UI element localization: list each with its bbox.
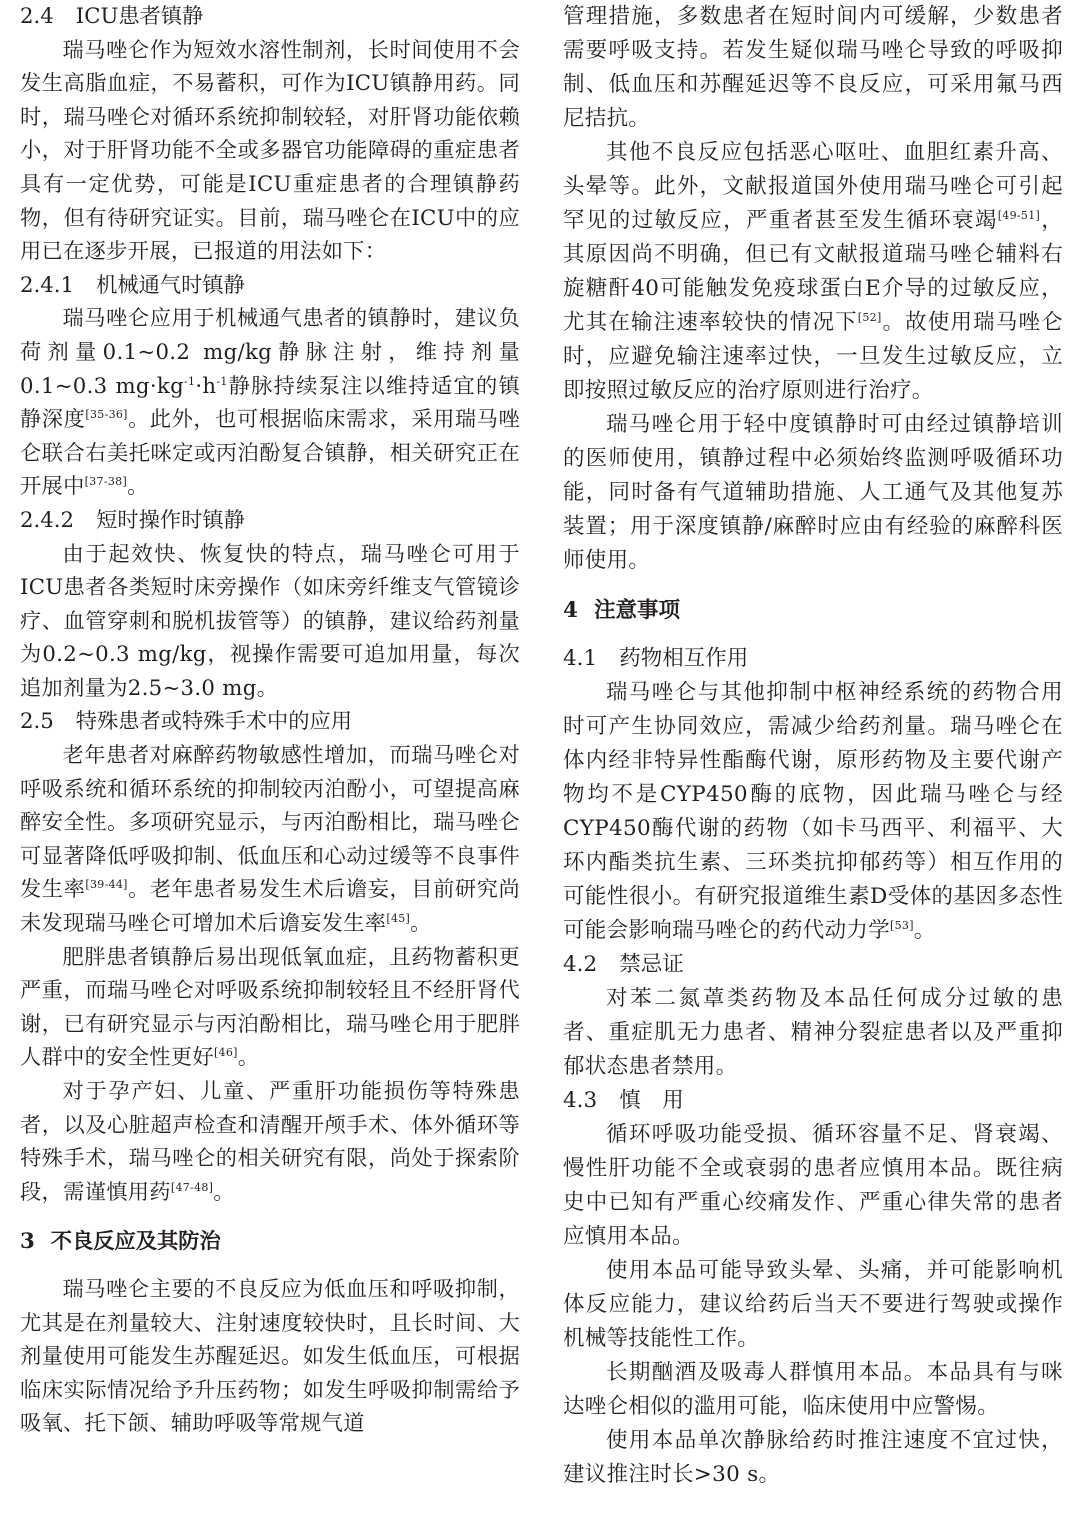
paragraph: 对于孕产妇、儿童、严重肝功能损伤等特殊患者，以及心脏超声检查和清醒开颅手术、体外循环等特殊手术，瑞马唑仑的相关研究有限，尚处于探索阶段，需谨慎用药[47-48]。 <box>20 1079 520 1205</box>
section-title: 注意事项 <box>593 598 680 623</box>
paragraph: 瑞马唑仑作为短效水溶性制剂，长时间使用不会发生高脂血症，不易蓄积，可作为ICU镇静用药。同时，瑞马唑仑对循环系统抑制较轻，对肝肾功能依赖小，对于肝肾功能不全或多器官功能障碍的重症患者具有一定优势，可能是ICU重症患者的合理镇静药物，但有待研究证实。目前，瑞马唑仑在ICU中的应用已在逐步开展，已报道的用法如下： <box>20 37 520 265</box>
paragraph: 瑞马唑仑主要的不良反应为低血压和呼吸抑制，尤其是在剂量较大、注射速度较快时，且长时间、大剂量使用可能发生苏醒延迟。如发生低血压，可根据临床实际情况给予升压药物；如发生呼吸抑制需给予吸氧、托下颌、辅助呼吸等常规气道 <box>20 1276 520 1437</box>
left-column <box>20 0 520 1441</box>
section-number: 4 <box>563 598 578 623</box>
citation-ref[interactable]: [35-36] <box>85 408 128 422</box>
citation-ref[interactable]: [46] <box>213 1046 238 1060</box>
section-title: ICU患者镇静 <box>75 4 204 29</box>
heading-2-4-2 <box>20 504 520 538</box>
section-title: 机械通气时镇静 <box>96 272 245 298</box>
citation-ref[interactable]: [45] <box>386 912 411 926</box>
heading-4-3 <box>563 1084 1063 1118</box>
heading-2-4-1 <box>20 269 520 303</box>
section-number: 4.3 <box>563 1088 598 1113</box>
citation-ref[interactable]: [53] <box>890 919 914 932</box>
section-title: 短时操作时镇静 <box>96 507 245 533</box>
section-number: 2.5 <box>20 709 54 735</box>
superscript: -1 <box>183 374 196 388</box>
section-number: 2.4.1 <box>20 272 75 298</box>
paragraph: 其他不良反应包括恶心呕吐、血胆红素升高、头晕等。此外，文献报道国外使用瑞马唑仑可引起罕见的过敏反应，严重者甚至发生循环衰竭[49-51]，其原因尚不明确，但已有文献报道瑞马唑仑辅料右旋糖酐40可能触发免疫球蛋白E介导的过敏反应，尤其在输注速率较快的情况下[52]。故使用瑞马唑仑时，应避免输注速率过快，一旦发生过敏反应，立即按照过敏反应的治疗原则进行治疗。 <box>563 140 1063 403</box>
section-number: 4.1 <box>563 646 598 671</box>
section-title: 特殊患者或特殊手术中的应用 <box>75 709 353 735</box>
paragraph: 使用本品可能导致头晕、头痛，并可能影响机体反应能力，建议给药后当天不要进行驾驶或操作机械等技能性工作。 <box>563 1258 1063 1351</box>
citation-ref[interactable]: [39-44] <box>85 878 128 892</box>
paragraph: 瑞马唑仑用于轻中度镇静时可由经过镇静培训的医师使用，镇静过程中必须始终监测呼吸循环功能，同时备有气道辅助措施、人工通气及其他复苏装置；用于深度镇静/麻醉时应由有经验的麻醉科医师使用。 <box>563 412 1063 573</box>
right-column <box>563 0 1063 1492</box>
citation-ref[interactable]: [52] <box>857 311 882 324</box>
heading-4 <box>563 594 1063 628</box>
heading-3 <box>20 1225 520 1259</box>
section-title: 慎 用 <box>619 1088 684 1113</box>
heading-4-2 <box>563 948 1063 982</box>
paragraph: 对苯二氮䓬类药物及本品任何成分过敏的患者、重症肌无力患者、精神分裂症患者以及严重抑郁状态患者禁用。 <box>563 986 1063 1079</box>
paragraph: 使用本品单次静脉给药时推注速度不宜过快，建议推注时长>30 s。 <box>563 1428 1063 1487</box>
citation-ref[interactable]: [37-38] <box>84 475 128 489</box>
paragraph: 循环呼吸功能受损、循环容量不足、肾衰竭、慢性肝功能不全或衰弱的患者应慎用本品。既往病史中已知有严重心绞痛发作、严重心律失常的患者应慎用本品。 <box>563 1122 1063 1249</box>
section-title: 禁忌证 <box>619 952 684 977</box>
citation-ref[interactable]: [47-48] <box>170 1180 214 1194</box>
section-number: 2.4 <box>20 4 54 29</box>
paragraph: 肥胖患者镇静后易出现低氧血症，且药物蓄积更严重，而瑞马唑仑对呼吸系统抑制较轻且不经肝肾代谢，已有研究显示与丙泊酚相比，瑞马唑仑用于肥胖人群中的安全性更好[46]。 <box>20 944 520 1071</box>
paragraph: 瑞马唑仑与其他抑制中枢神经系统的药物合用时可产生协同效应，需减少给药剂量。瑞马唑仑在体内经非特异性酯酶代谢，原形药物及主要代谢产物均不是CYP450酶的底物，因此瑞马唑仑与经CYP450酶代谢的药物（如卡马西平、利福平、大环内酯类抗生素、三环类抗抑郁药等）相互作用的可能性很小。有研究报道维生素D受体的基因多态性可能会影响瑞马唑仑的药代动力学[53]。 <box>563 680 1063 943</box>
heading-2-5 <box>20 705 520 739</box>
section-number: 2.4.2 <box>20 507 75 533</box>
paragraph: 由于起效快、恢复快的特点，瑞马唑仑可用于ICU患者各类短时床旁操作（如床旁纤维支气管镜诊疗、血管穿刺和脱机拔管等）的镇静，建议给药剂量为0.2~0.3 mg/kg，视操作需要可追加用量，每次追加剂量为2.5~3.0 mg。 <box>20 541 520 701</box>
superscript: -1 <box>216 374 228 388</box>
section-number: 3 <box>20 1229 35 1255</box>
paragraph: 长期酗酒及吸毒人群慎用本品。本品具有与咪达唑仑相似的滥用可能，临床使用中应警惕。 <box>563 1360 1063 1419</box>
heading-4-1 <box>563 642 1063 676</box>
paragraph: 老年患者对麻醉药物敏感性增加，而瑞马唑仑对呼吸系统和循环系统的抑制较丙泊酚小，可望提高麻醉安全性。多项研究显示，与丙泊酚相比，瑞马唑仑可显著降低呼吸抑制、低血压和心动过缓等不良事件发生率[39-44]。老年患者易发生术后谵妄，目前研究尚未发现瑞马唑仑可增加术后谵妄发生率[45]。 <box>20 743 520 937</box>
section-number: 4.2 <box>563 952 598 977</box>
heading-2-4 <box>20 0 520 34</box>
paragraph: 管理措施，多数患者在短时间内可缓解，少数患者需要呼吸支持。若发生疑似瑞马唑仑导致的呼吸抑制、低血压和苏醒延迟等不良反应，可采用氟马西尼拮抗。 <box>563 4 1063 131</box>
citation-ref[interactable]: [49-51] <box>997 209 1041 222</box>
section-title: 不良反应及其防治 <box>50 1229 221 1255</box>
paragraph: 瑞马唑仑应用于机械通气患者的镇静时，建议负荷剂量0.1~0.2 mg/kg静脉注射，维持剂量0.1~0.3 $mg\cdot kg^{-1}\cdot h^{-1}$静脉持续泵注以维持适宜的镇静深度[35-36]。此外，也可根据临床需求，采用瑞马唑仑联合右美托咪定或丙泊酚复合镇静，相关研究正在开展中[37-38]。 <box>20 306 520 500</box>
section-title: 药物相互作用 <box>619 646 749 671</box>
